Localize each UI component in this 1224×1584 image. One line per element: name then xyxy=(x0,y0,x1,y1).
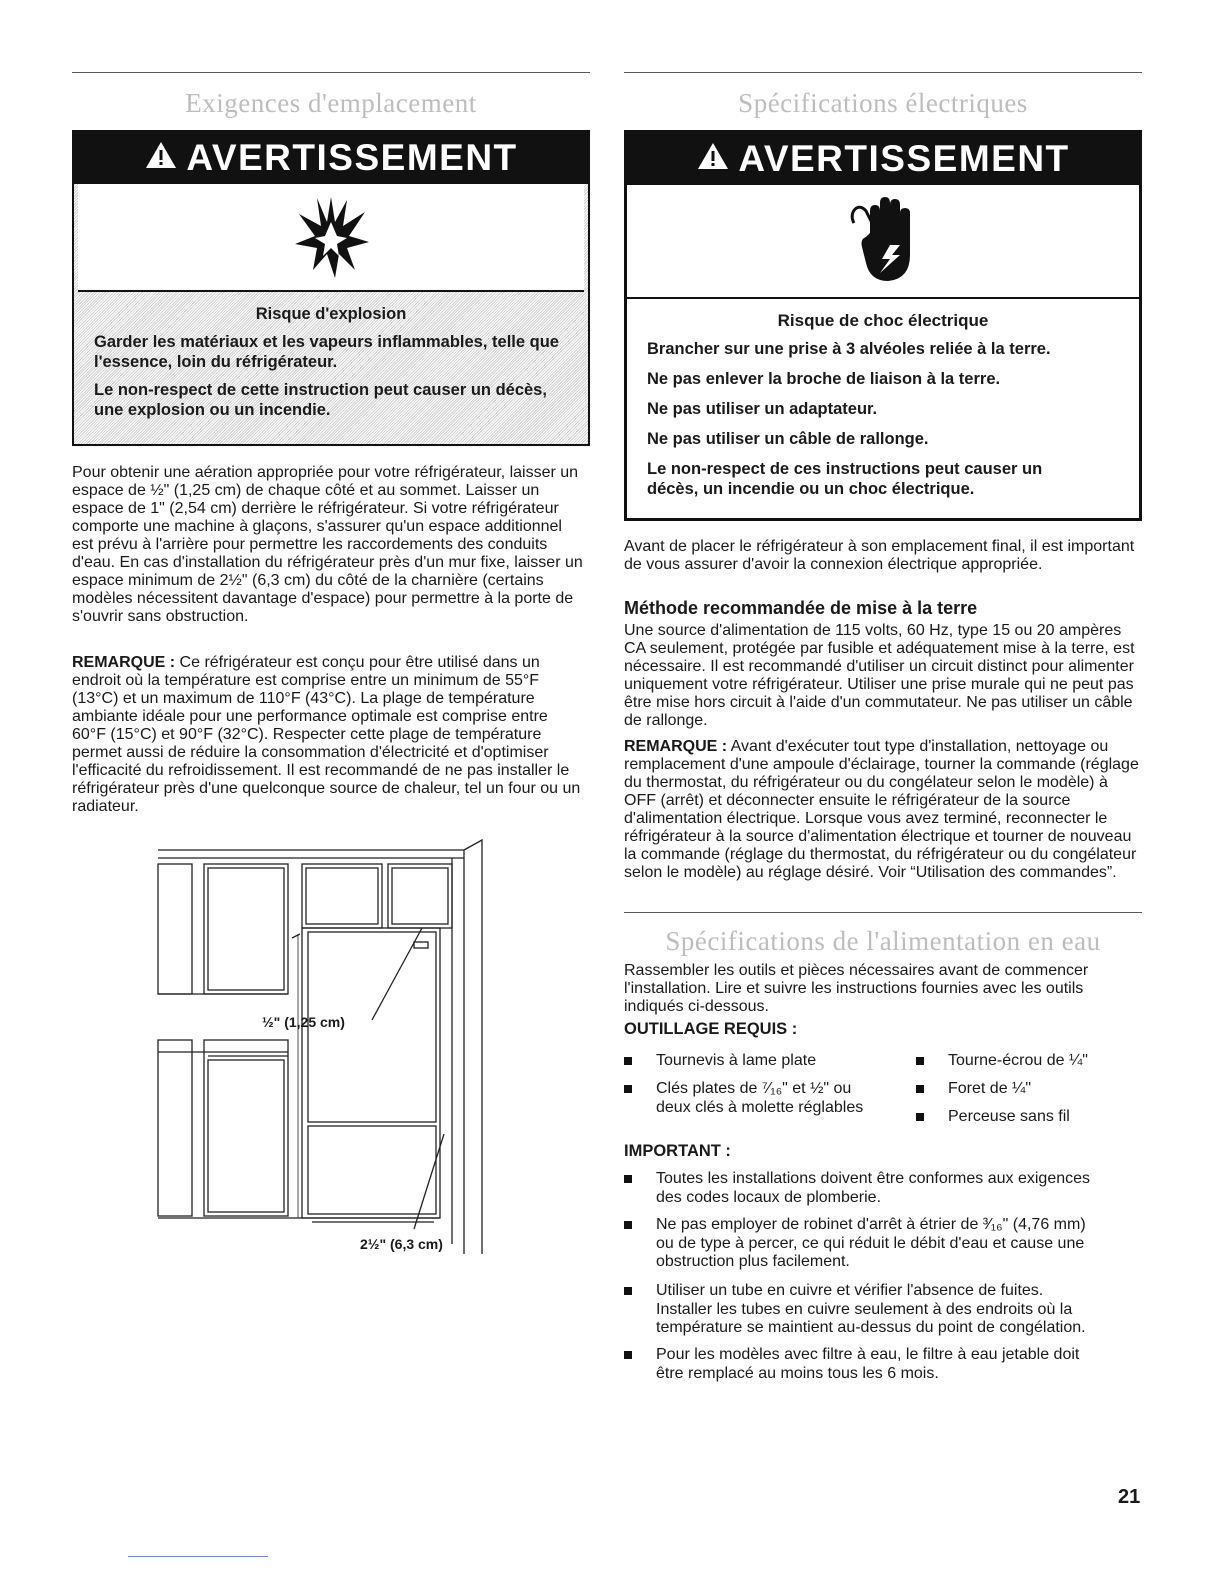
electrical-intro: Avant de placer le réfrigérateur à son emplacement final, il est important de vous assurer d'avoir la connexion électrique appropriée. xyxy=(624,538,1135,573)
important-item: Pour les modèles avec filtre à eau, le filtre à eau jetable doit être remplacé au moins tous les 6 mois. xyxy=(624,1346,1142,1386)
important-item: Utiliser un tube en cuivre et vérifier l'absence de fuites. Installer les tubes en cuivre seulement à des endroits où la température se maintient au-dessus du point de congélation. xyxy=(624,1282,1142,1342)
tools-heading: OUTILLAGE REQUIS : xyxy=(624,1020,798,1038)
explosion-warning-box xyxy=(72,130,590,446)
warning-header xyxy=(627,133,1139,185)
warning-triangle-icon xyxy=(696,138,730,180)
tool-item: Perceuse sans fil xyxy=(916,1108,1136,1128)
note-label: REMARQUE : xyxy=(72,654,176,671)
bullet xyxy=(624,1287,632,1295)
warning-risk: Risque de choc électrique xyxy=(777,311,989,330)
bullet xyxy=(916,1113,924,1121)
hinge-clearance-label: 2½" (6,3 cm) xyxy=(360,1236,443,1252)
bullet xyxy=(624,1175,632,1183)
water-intro: Rassembler les outils et pièces nécessaires avant de commencer l'installation. Lire et suivre les instructions fournies avec les outils indiqués ci-dessous. xyxy=(624,962,1089,1015)
section-rule xyxy=(624,912,1142,913)
footer-line xyxy=(128,1556,268,1557)
warning-header-text: AVERTISSEMENT xyxy=(738,138,1070,179)
explosion-icon xyxy=(78,184,584,292)
tool-item: Tournevis à lame plate xyxy=(624,1052,904,1072)
top-rule xyxy=(624,72,1142,73)
tool-item: Foret de ¼" xyxy=(916,1080,1136,1100)
warning-line: Le non-respect de cette instruction peut causer un décès, une explosion ou un incendie. xyxy=(94,381,547,419)
tool-item: Clés plates de ⁷⁄₁₆" et ½" ou deux clés à molette réglables xyxy=(624,1080,904,1120)
warning-line: Le non-respect de ces instructions peut causer un décès, un incendie ou un choc électrique. xyxy=(647,460,1043,498)
bullet xyxy=(624,1221,632,1229)
section-title-location: Exigences d'emplacement xyxy=(185,88,477,118)
bullet xyxy=(624,1085,632,1093)
section-title-water: Spécifications de l'alimentation en eau xyxy=(665,926,1101,956)
important-item: Ne pas employer de robinet d'arrêt à étrier de ³⁄₁₆" (4,76 mm) ou de type à percer, ce qui réduit le débit d'eau et cause une obstruction plus facilement. xyxy=(624,1216,1142,1276)
warning-line: Ne pas utiliser un câble de rallonge. xyxy=(647,430,929,448)
tool-item: Tourne-écrou de ¼" xyxy=(916,1052,1136,1072)
warning-line: Garder les matériaux et les vapeurs inflammables, telle que l'essence, loin du réfrigérateur. xyxy=(94,333,559,371)
warning-triangle-icon xyxy=(144,137,178,179)
warning-line: Ne pas utiliser un adaptateur. xyxy=(647,400,878,418)
location-note xyxy=(72,654,586,816)
note-text: Ce réfrigérateur est conçu pour être utilisé dans un endroit où la température est comprise entre un minimum de 55°F (13°C) et un maximum de 110°F (43°C). La plage de température ambiante idéale pour une performance optimale est comprise entre 60°F (15°C) et 90°F (32°C). Respecter cette plage de température permet aussi de réduire la consommation d'électricité et d'optimiser l'efficacité du refroidissement. Il est recommandé de ne pas installer le réfrigérateur près d'une quelconque source de chaleur, tel un four ou un radiateur. xyxy=(72,654,581,815)
location-paragraph: Pour obtenir une aération appropriée pour votre réfrigérateur, laisser un espace de ½" (1,25 cm) de chaque côté et au sommet. Laisser un espace de 1" (2,54 cm) derrière le réfrigérateur. Si votre réfrigérateur comporte une machine à glaçons, s'assurer qu'un espace additionnel est prévu à l'arrière pour permettre les raccordements des conduits d'eau. En cas d'installation du réfrigérateur près d'un mur fixe, laisser un espace minimum de 2½" (6,3 cm) du côté de la charnière (certains modèles nécessitent davantage d'espace) pour permettre à la porte de s'ouvrir sans obstruction. xyxy=(72,464,583,625)
page-number: 21 xyxy=(1118,1486,1141,1508)
important-heading: IMPORTANT : xyxy=(624,1142,731,1160)
section-title-electrical: Spécifications électriques xyxy=(738,88,1028,118)
electric-shock-icon xyxy=(627,185,1139,299)
refrigerator-clearance-diagram xyxy=(152,834,512,1264)
grounding-paragraph: Une source d'alimentation de 115 volts, 60 Hz, type 15 ou 20 ampères CA seulement, protégée par fusible et adéquatement mise à la terre, est nécessaire. Il est recommandé d'utiliser un circuit distinct pour alimenter uniquement votre réfrigérateur. Utiliser une prise murale qui ne peut pas être mise hors circuit à l'aide d'un commutateur. Ne pas utiliser un câble de rallonge. xyxy=(624,622,1135,729)
warning-line: Ne pas enlever la broche de liaison à la terre. xyxy=(647,370,1001,388)
side-clearance-label: ½" (1,25 cm) xyxy=(262,1014,345,1030)
important-item: Toutes les installations doivent être conformes aux exigences des codes locaux de plomberie. xyxy=(624,1170,1142,1210)
electrical-note xyxy=(624,738,1140,882)
note-label: REMARQUE : xyxy=(624,738,728,755)
bullet xyxy=(624,1057,632,1065)
bullet xyxy=(916,1057,924,1065)
warning-header xyxy=(74,132,588,184)
warning-line: Brancher sur une prise à 3 alvéoles reliée à la terre. xyxy=(647,340,1051,358)
grounding-subheading: Méthode recommandée de mise à la terre xyxy=(624,598,978,618)
bullet xyxy=(624,1351,632,1359)
top-rule xyxy=(72,72,590,73)
note-text: Avant d'exécuter tout type d'installation, nettoyage ou remplacement d'une ampoule d'éclairage, tourner la commande (réglage du thermostat, du réfrigérateur ou du congélateur selon le modèle) à OFF (arrêt) et déconnecter ensuite le réfrigérateur de la source d'alimentation électrique. Lorsque vous avez terminé, reconnecter le réfrigérateur à la source d'alimentation électrique et tourner de nouveau la commande (réglage du thermostat, du réfrigérateur ou du congélateur selon le modèle) au réglage désiré. Voir “Utilisation des commandes”. xyxy=(624,738,1139,881)
warning-header-text: AVERTISSEMENT xyxy=(186,137,518,178)
bullet xyxy=(916,1085,924,1093)
warning-risk: Risque d'explosion xyxy=(255,305,407,323)
electric-warning-box xyxy=(624,130,1142,521)
